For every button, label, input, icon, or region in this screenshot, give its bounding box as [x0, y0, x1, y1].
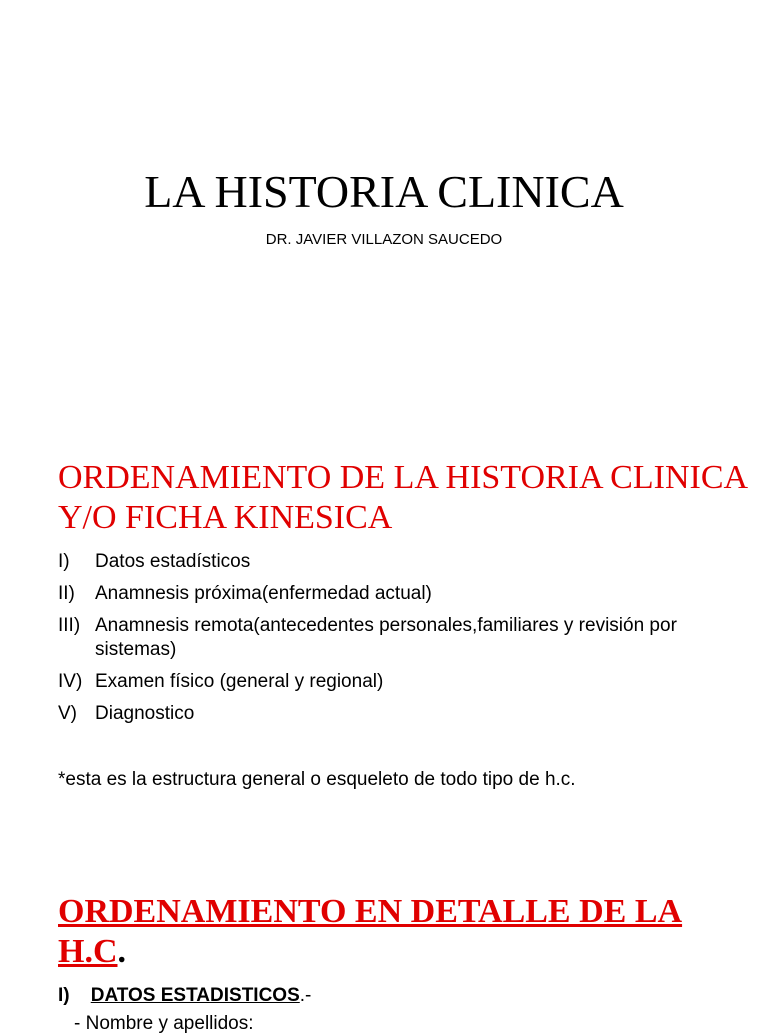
- slide-subtitle: DR. JAVIER VILLAZON SAUCEDO: [265, 231, 503, 248]
- subsection-number: I): [58, 985, 70, 1006]
- list-item: [58, 582, 718, 606]
- slide-title: LA HISTORIA CLINICA: [144, 166, 624, 217]
- list-item-number: V): [58, 703, 77, 724]
- list-item-number: III): [58, 615, 81, 636]
- list-item-text: Diagnostico: [95, 703, 195, 724]
- section-heading-detalle-tail: .: [117, 933, 126, 970]
- list-item-text: Anamnesis remota(antecedentes personales,familiares y revisión por sistemas): [95, 615, 677, 660]
- list-item: [58, 702, 718, 726]
- list-item-text: Datos estadísticos: [95, 551, 251, 572]
- list-item-number: IV): [58, 671, 83, 692]
- list-item-text: Examen físico (general y regional): [95, 671, 384, 692]
- section-heading-ordenamiento: ORDENAMIENTO DE LA HISTORIA CLINICA Y/O FICHA KINESICA: [58, 459, 747, 536]
- section-heading-detalle-text: ORDENAMIENTO EN DETALLE DE LA H.C: [58, 893, 683, 970]
- subsection-datos-estadisticos: [58, 984, 311, 1008]
- list-item: [58, 614, 718, 662]
- list-item-number: I): [58, 551, 70, 572]
- section-heading-detalle: [58, 892, 748, 972]
- list-item-number: II): [58, 583, 75, 604]
- cutoff-line: - Nombre y apellidos:: [74, 1013, 254, 1034]
- outline-list: [58, 550, 718, 734]
- subsection-label: DATOS ESTADISTICOS: [90, 985, 300, 1006]
- list-item: [58, 550, 718, 574]
- subsection-suffix: .-: [299, 985, 312, 1006]
- list-item: [58, 670, 718, 694]
- list-item-text: Anamnesis próxima(enfermedad actual): [95, 583, 432, 604]
- structure-note: *esta es la estructura general o esqueleto de todo tipo de h.c.: [58, 769, 576, 790]
